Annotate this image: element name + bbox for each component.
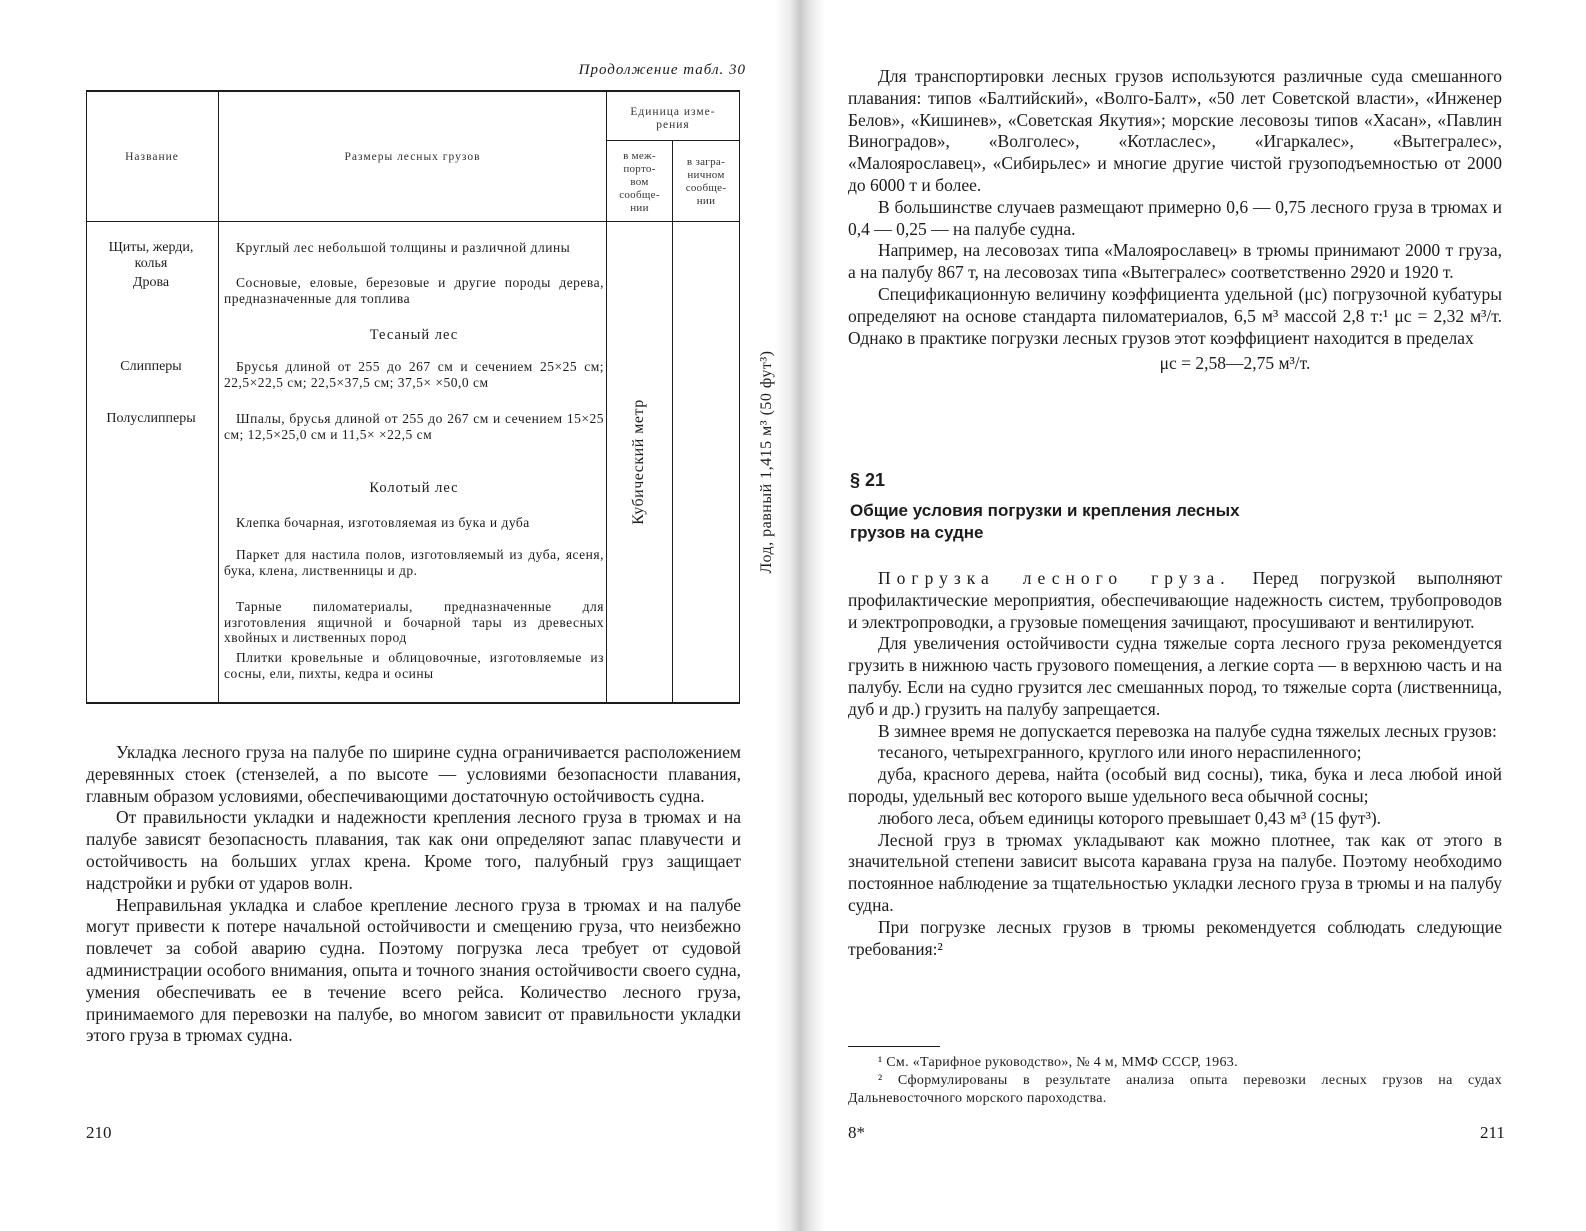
unit-domestic-value: Кубический метр <box>630 399 647 525</box>
size-tiles <box>224 650 604 681</box>
name-firewood: Дрова <box>132 275 170 290</box>
header-unit-foreign: в загра- ничном сообще- нии <box>685 156 727 207</box>
subhead-hewn: Тесаный лес <box>369 327 459 343</box>
right-paragraph: В зимнее время не допускается перевозка на палубе судна тяжелых лесных грузов: <box>878 720 1497 741</box>
footnote: ² Сформулированы в результате анализа опыта перевозки лесных грузов на судах Дальневосточного морского пароходства. <box>848 1073 1502 1106</box>
left-paragraph: Неправильная укладка и слабое крепление лесного груза в трюмах и на палубе могут привести к потере начальной остойчивости и смещению груза, что неизбежно повлечет за собой аварию судна. Поэтому погрузка леса требует от судовой администрации особого внимания, опыта и точного знания остойчивости своего судна, умения обеспечивать ее в течение всего рейса. Количество лесного груза, принимаемого для перевозки на палубе, во многом зависит от правильности укладки этого груза в трюмах судна. <box>86 894 741 1046</box>
timber-sizes-table <box>86 90 775 704</box>
page-number-left: 210 <box>86 1123 112 1142</box>
name-shields: Щиты, жерди, колья <box>108 240 194 271</box>
subhead-split: Колотый лес <box>369 480 459 496</box>
size-container-text: Тарные пиломатериалы, предназначенные для изготовления ящичной и бочарной тары из древесных хвойных и лиственных пород <box>224 599 604 645</box>
size-container <box>224 599 604 646</box>
size-round <box>224 240 604 256</box>
left-page <box>0 0 790 1231</box>
right-paragraph: Спецификационную величину коэффициента удельной (μс) погрузочной кубатуры определяют на основе стандарта пиломатериалов, 6,5 м³ массой 2,8 т:¹ μс = 2,32 м³/т. Однако в практике погрузки лесных грузов этот коэффициент находится в пределах <box>848 283 1502 348</box>
right-paragraph-lead <box>848 568 1502 633</box>
size-sleepers <box>224 359 604 390</box>
left-paragraph: Укладка лесного груза на палубе по ширине судна ограничивается расположением деревянных стоек (стензелей, а по высоте — условиями безопасности плавания, главным образом условиями, обеспечивающими достаточную остойчивость судна. <box>86 742 741 806</box>
page-number-right: 211 <box>1480 1123 1505 1142</box>
size-firewood <box>224 275 604 306</box>
size-firewood-text: Сосновые, еловые, березовые и другие породы дерева, предназначенные для топлива <box>224 275 604 306</box>
right-body-top <box>848 66 1502 375</box>
name-sleepers: Слипперы <box>120 359 182 374</box>
size-round-text: Круглый лес небольшой толщины и различной длины <box>236 240 571 255</box>
size-half-sleepers-text: Шпалы, брусья длиной от 255 до 267 см и сечением 15×25 см; 12,5×25,0 см и 11,5× ×22,5 см <box>224 411 604 442</box>
size-parquet-text: Паркет для настила полов, изготовляемый из дуба, ясеня, бука, клена, лиственницы и др. <box>224 547 604 578</box>
header-name: Название <box>125 151 179 163</box>
size-sleepers-text: Брусья длиной от 255 до 267 см и сечением 25×25 см; 22,5×22,5 см; 22,5×37,5 см; 37,5× ×50,0 см <box>224 359 604 390</box>
header-sizes: Размеры лесных грузов <box>344 151 481 163</box>
footnote-divider <box>848 1046 940 1047</box>
size-tiles-text: Плитки кровельные и облицовочные, изготовляемые из сосны, ели, пихты, кедра и осины <box>224 650 604 681</box>
footnote: ¹ См. «Тарифное руководство», № 4 м, ММФ СССР, 1963. <box>878 1055 1238 1070</box>
section-title: Общие условия погрузки и крепления лесных грузов на судне <box>850 501 1240 542</box>
unit-foreign-value: Лод, равный 1,415 м³ (50 фут³) <box>758 350 775 574</box>
size-parquet <box>224 547 604 578</box>
header-unit-domestic: в меж- порто- вом сообще- нии <box>619 150 660 214</box>
lead-text: Перед погрузкой выполняют профилактические мероприятия, обеспечивающие надежность систем, трубопроводов и электропроводки, а грузовые помещения зачищают, просушивают и вентилируют. <box>848 568 1502 632</box>
size-stave <box>224 515 604 531</box>
table-caption: Продолжение табл. 30 <box>578 62 746 78</box>
right-paragraph: тесаного, четырехгранного, круглого или иного нераспиленного; <box>878 742 1362 763</box>
right-page <box>810 0 1586 1231</box>
right-paragraph: Лесной груз в трюмах укладывают как можно плотнее, так как от этого в значительной степени зависит высота каравана груза на палубе. Поэтому необходимо постоянное наблюдение за тщательностью укладки лесного груза в трюмы и на палубу судна. <box>848 829 1502 915</box>
left-body-text <box>86 742 741 1047</box>
right-paragraph: Для увеличения остойчивости судна тяжелые сорта лесного груза рекомендуется грузить в нижнюю часть грузового помещения, а легкие сорта — в верхнюю часть и на палубу. Если на судно грузится лес смешанных пород, то тяжелые сорта (лиственница, дуб и др.) грузить на палубу запрещается. <box>848 633 1502 719</box>
right-paragraph: Для транспортировки лесных грузов используются различные суда смешанного плавания: типов «Балтийский», «Волго-Балт», «50 лет Советской власти», «Инженер Белов», «Кишинев», «Советская Якутия»; морские лесовозы типов «Хасан», «Павлин Виноградов», «Волголес», «Котласлес», «Игаркалес», «Вытегралес», «Малоярославец», «Сибирьлес» и многие другие чистой грузоподъемностью от 2000 до 6000 т и более. <box>848 66 1502 195</box>
left-paragraph: От правильности укладки и надежности крепления лесного груза в трюмах и на палубе зависят безопасность плавания, так как они определяют запас плавучести и остойчивость на больших углах крена. Кроме того, палубный груз защищает надстройки и рубки от ударов волн. <box>86 807 741 893</box>
size-half-sleepers <box>224 411 604 442</box>
formula: μс = 2,58—2,75 м³/т. <box>1159 353 1311 374</box>
name-half-sleepers: Полуслипперы <box>106 411 196 426</box>
right-paragraph: При погрузке лесных грузов в трюмы рекомендуется соблюдать следующие требования:² <box>848 916 1502 959</box>
right-body-bottom <box>848 568 1502 960</box>
footnotes <box>848 1054 1502 1108</box>
signature-mark: 8* <box>848 1123 865 1142</box>
spaced-lead: Погрузка лесного груза. <box>878 568 1231 588</box>
header-unit-group: Единица изме- рения <box>630 106 716 131</box>
section-number: § 21 <box>850 470 886 490</box>
right-paragraph: Например, на лесовозах типа «Малоярославец» в трюмы принимают 2000 т груза, а на палубу 867 т, на лесовозах типа «Вытегралес» соответственно 2920 и 1920 т. <box>848 240 1502 283</box>
right-paragraph: дуба, красного дерева, найта (особый вид сосны), тика, бука и леса любой иной породы, удельный вес которого выше удельного веса обычной сосны; <box>848 764 1502 806</box>
size-stave-text: Клепка бочарная, изготовляемая из бука и дуба <box>236 515 530 530</box>
right-paragraph: В большинстве случаев размещают примерно 0,6 — 0,75 лесного груза в трюмах и 0,4 — 0,25 — на палубе судна. <box>848 196 1502 239</box>
right-paragraph: любого леса, объем единицы которого превышает 0,43 м³ (15 фут³). <box>878 807 1382 828</box>
